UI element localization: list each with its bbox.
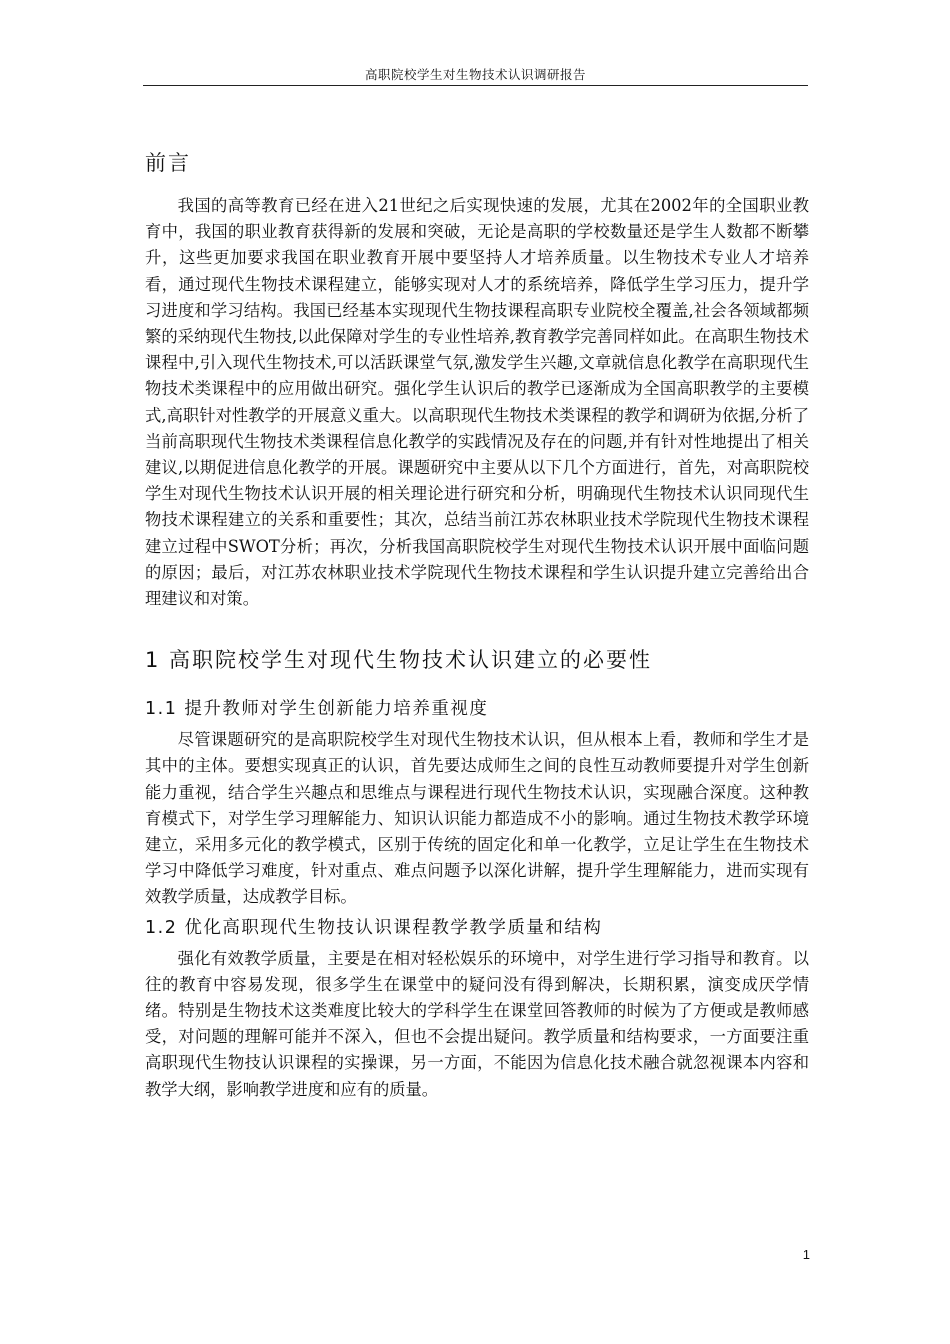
document-body: [145, 145, 809, 1103]
preface-heading: 前言: [145, 151, 191, 175]
header-divider: [143, 85, 808, 86]
section-1-1-heading: 1.1 提升教师对学生创新能力培养重视度: [145, 699, 489, 720]
section-1-1-paragraph: 尽管课题研究的是高职院校学生对现代生物技术认识，但从根本上看，教师和学生才是其中的主体。要想实现真正的认识，首先要达成师生之间的良性互动教师要提升对学生创新能力重视，结合学生兴趣点和思维点与课程进行现代生物技术认识，实现融合深度。这种教育模式下，对学生学习理解能力、知识认识能力都造成不小的影响。通过生物技术教学环境建立，采用多元化的教学模式，区别于传统的固定化和单一化教学，立足让学生在生物技术学习中降低学习难度，针对重点、难点问题予以深化讲解，提升学生理解能力，进而实现有效教学质量，达成教学目标。: [145, 730, 809, 907]
page-number: 1: [802, 1247, 810, 1262]
preface-paragraph: 我国的高等教育已经在进入21世纪之后实现快速的发展，尤其在2002年的全国职业教育中，我国的职业教育获得新的发展和突破，无论是高职的学校数量还是学生人数都不断攀升，这些更加要求我国在职业教育开展中要坚持人才培养质量。以生物技术专业人才培养看，通过现代生物技术课程建立，能够实现对人才的系统培养，降低学生学习压力，提升学习进度和学习结构。我国已经基本实现现代生物技课程高职专业院校全覆盖,社会各领域都频繁的采纳现代生物技,以此保障对学生的专业性培养,教育教学完善同样如此。在高职生物技术课程中,引入现代生物技术,可以活跃课堂气氛,激发学生兴趣,文章就信息化教学在高职现代生物技术类课程中的应用做出研究。强化学生认识后的教学已逐渐成为全国高职教学的主要模式,高职针对性教学的开展意义重大。以高职现代生物技术类课程的教学和调研为依据,分析了当前高职现代生物技术类课程信息化教学的实践情况及存在的问题,并有针对性地提出了相关建议,以期促进信息化教学的开展。课题研究中主要从以下几个方面进行，首先，对高职院校学生对现代生物技术认识开展的相关理论进行研究和分析，明确现代生物技术认识同现代生物技术课程建立的关系和重要性；其次，总结当前江苏农林职业技术学院现代生物技术课程建立过程中SWOT分析；再次，分析我国高职院校学生对现代生物技术认识开展中面临问题的原因；最后，对江苏农林职业技术学院现代生物技术课程和学生认识提升建立完善给出合理建议和对策。: [145, 196, 809, 609]
chapter-1-heading: 1 高职院校学生对现代生物技术认识建立的必要性: [145, 648, 653, 673]
running-header: 高职院校学生对生物技术认识调研报告: [364, 67, 586, 82]
section-1-2-heading: 1.2 优化高职现代生物技认识课程教学教学质量和结构: [145, 917, 603, 938]
section-1-2-paragraph: 强化有效教学质量，主要是在相对轻松娱乐的环境中，对学生进行学习指导和教育。以往的教育中容易发现，很多学生在课堂中的疑问没有得到解决，长期积累，演变成厌学情绪。特别是生物技术这类难度比较大的学科学生在课堂回答教师的时候为了方便或是教师感受，对问题的理解可能并不深入，但也不会提出疑问。教学质量和结构要求，一方面要注重高职现代生物技认识课程的实操课，另一方面，不能因为信息化技术融合就忽视课本内容和教学大纲，影响教学进度和应有的质量。: [145, 948, 809, 1099]
